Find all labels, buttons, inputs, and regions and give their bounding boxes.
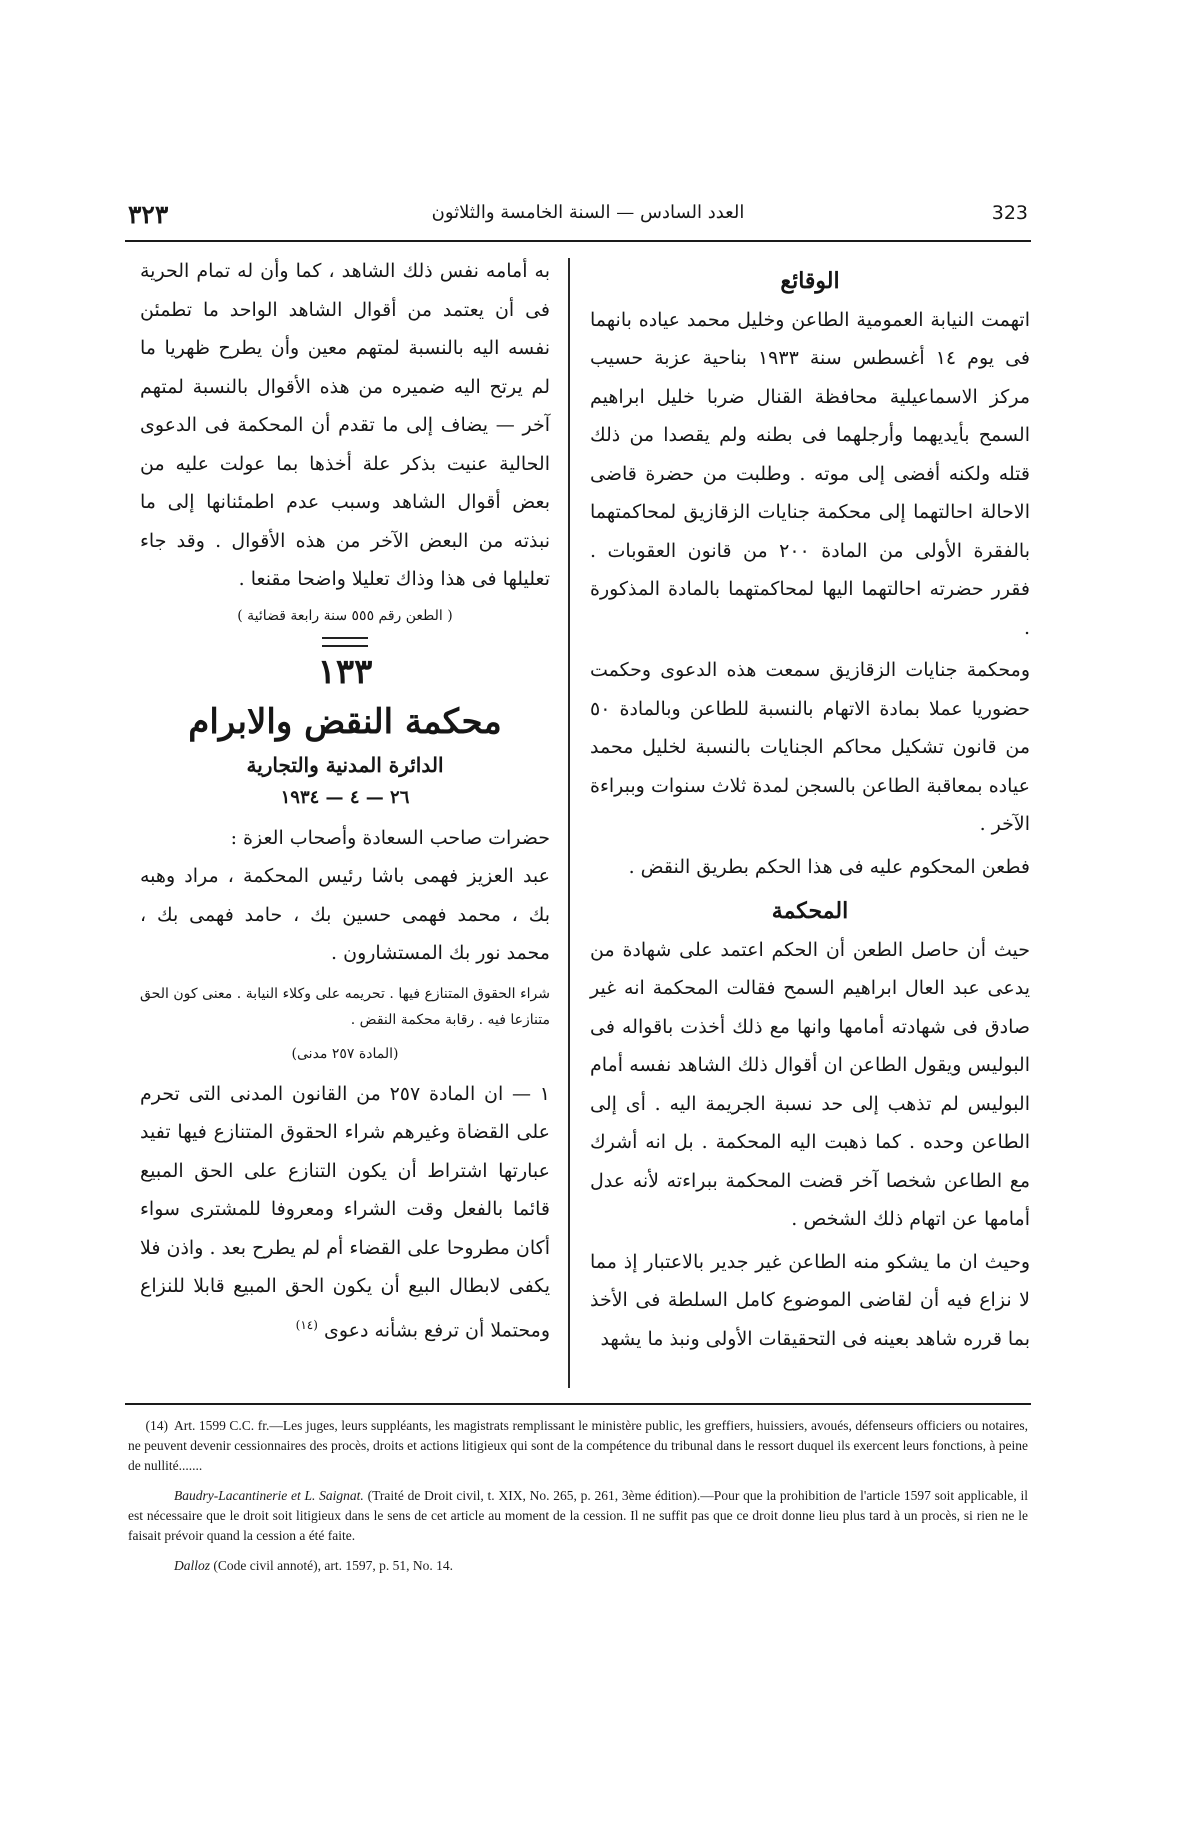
appeal-reference: ( الطعن رقم ٥٥٥ سنة رابعة قضائية ) [237, 607, 453, 624]
footnote-2-author: Baudry-Lacantinerie et L. Saignat. [174, 1488, 364, 1503]
continuation-paragraph: به أمامه نفس ذلك الشاهد ، كما وأن له تمام الحرية فى أن يعتمد من أقوال الشاهد الواحد ما تطمئن نفسه اليه بالنسبة لمتهم معين وأن يطرح ظهريا ما لم يرتح اليه ضميره من هذه الأقوال بالنسبة لمتهم آخر — يضاف إلى ما تقدم أن المحكمة فى الدعوى الحالية عنيت بذكر علة أخذها بما عولت عليه من بعض أقوال الشاهد وسبب عدم اطمئنانها إلى ما نبذته من البعض الآخر من هذه الأقوال . وقد جاء تعليلها فى هذا وذاك تعليلا واضحا مقنعا . [140, 260, 550, 590]
footnote-2 [128, 1486, 1028, 1546]
facts-paragraph-2: ومحكمة جنايات الزقازيق سمعت هذه الدعوى وحكمت حضوريا عملا بمادة الاتهام بالنسبة للطاعن وبالمادة ٥٠ من قانون تشكيل محاكم الجنايات بالنسبة لخليل محمد عياده بمعاقبة الطاعن بالسجن لمدة ثلاث سنوات وببراءة الآخر . [590, 659, 1030, 835]
case-number: ١٣٣ [317, 651, 373, 692]
page-number-latin: 323 [991, 202, 1028, 224]
footnote-1 [128, 1416, 1028, 1476]
footnote-3 [128, 1556, 1028, 1576]
left-column [140, 252, 550, 1349]
facts-paragraph-3: فطعن المحكوم عليه فى هذا الحكم بطريق النقض . [628, 855, 1030, 878]
footnote-2-text: (Traité de Droit civil, t. XIX, No. 265, p. 261, 3ème édition).—Pour que la prohibition de l'article 1597 soit applicable, il est nécessaire que le droit soit litigieux dans le sens de cet article au moment de la cession. Il ne suffit pas que ce droit donne lieu plus tard à un procès, si rien ne le faisait prévoir quand la cession a été faite. [128, 1488, 1029, 1543]
page-header [128, 200, 1028, 230]
keywords: شراء الحقوق المتنازع فيها . تحريمه على وكلاء النيابة . معنى كون الحق متنازعا فيه . رقابة محكمة النقض . [140, 985, 550, 1028]
footnote-marker: (١٤) [295, 1317, 318, 1332]
circuit-name: الدائرة المدنية والتجارية [246, 752, 444, 777]
court-paragraph-2: وحيث ان ما يشكو منه الطاعن غير جدير بالاعتبار إذ مما لا نزاع فيه أن لقاضى الموضوع كامل السلطة فى الأخذ بما قرره شاهد بعينه فى التحقيقات الأولى ونبذ ما يشهد [590, 1250, 1030, 1350]
column-divider [568, 258, 570, 1388]
article-reference: (المادة ٢٥٧ مدنى) [291, 1045, 399, 1062]
court-heading: المحكمة [771, 898, 849, 924]
footnote-3-text: (Code civil annoté), art. 1597, p. 51, No. 14. [213, 1558, 453, 1573]
header-rule [125, 240, 1031, 242]
presence-intro: حضرات صاحب السعادة وأصحاب العزة : [230, 826, 550, 849]
right-column [590, 262, 1030, 1358]
footnote-3-author: Dalloz [174, 1558, 211, 1573]
facts-heading: الوقائع [780, 268, 840, 294]
footnote-rule [125, 1403, 1031, 1405]
session-date: ٢٦ — ٤ — ١٩٣٤ [280, 786, 410, 808]
court-paragraph-1: حيث أن حاصل الطعن أن الحكم اعتمد على شهادة من يدعى عبد العال ابراهيم السمح فقالت المحكمة انه غير صادق فى شهادته أمامها وانها مع ذلك أخذت باقواله فى البوليس ويقول الطاعن ان أقوال ذلك الشاهد نفسه أمام البوليس لم تذهب إلى حد نسبة الجريمة اليه . أى إلى الطاعن وحده . كما ذهبت اليه المحكمة . بل انه أشرك مع الطاعن شخصا آخر قضت المحكمة ببراءته لأنه عدل أمامها عن اتهام ذلك الشخص . [590, 938, 1030, 1230]
facts-paragraph-1: اتهمت النيابة العمومية الطاعن وخليل محمد عياده بانهما فى يوم ١٤ أغسطس سنة ١٩٣٣ بناحية عزبة حسيب مركز الاسماعيلية محافظة القنال ضربا خليل ابراهيم السمح بأيديهما وأرجلهما فى بطنه ولم يقصدا من ذلك قتله ولكنه أفضى إلى موته . وطلبت من حضرة قاضى الاحالة احالتهما إلى محكمة جنايات الزقازيق لمحاكمتهما بالفقرة الأولى من المادة ٢٠٠ من قانون العقوبات . فقرر حضرته احالتهما اليها لمحاكمتهما بالمادة المذكورة . [590, 308, 1030, 639]
running-title: العدد السادس — السنة الخامسة والثلاثون [431, 202, 745, 223]
section-separator [322, 637, 368, 647]
principle-paragraph [140, 1075, 550, 1350]
judges-list: عبد العزيز فهمى باشا رئيس المحكمة ، مراد وهبه بك ، محمد فهمى حسين بك ، حامد فهمى بك ، محمد نور بك المستشارون . [140, 865, 550, 964]
principle-text: ١ — ان المادة ٢٥٧ من القانون المدنى التى تحرم على القضاة وغيرهم شراء الحقوق المتنازع فيها تفيد عبارتها اشتراط أن يكون التنازع على الحق المبيع قائما بالفعل وقت الشراء ومعروفا للمشترى سواء أكان مطروحا على القضاء أم لم يطرح بعد . واذن فلا يكفى لابطال البيع أن يكون الحق المبيع قابلا للنزاع ومحتملا أن ترفع بشأنه دعوى [140, 1082, 550, 1341]
court-name: محكمة النقض والابرام [188, 701, 502, 742]
page-number-arabic: ٣٢٣ [128, 200, 169, 229]
footnote-1-text: Art. 1599 C.C. fr.—Les juges, leurs suppléants, les magistrats remplissant le ministère public, les greffiers, huissiers, avoués, défenseurs officiers ou notaires, ne peuvent devenir cessionnaires des procès, droits et actions litigieux qui sont de la compétence du tribunal dans le ressort duquel ils exercent leurs fonctions, à peine de nullité....... [128, 1418, 1028, 1473]
footnotes [128, 1416, 1028, 1586]
footnote-1-mark: (14) [145, 1418, 168, 1433]
